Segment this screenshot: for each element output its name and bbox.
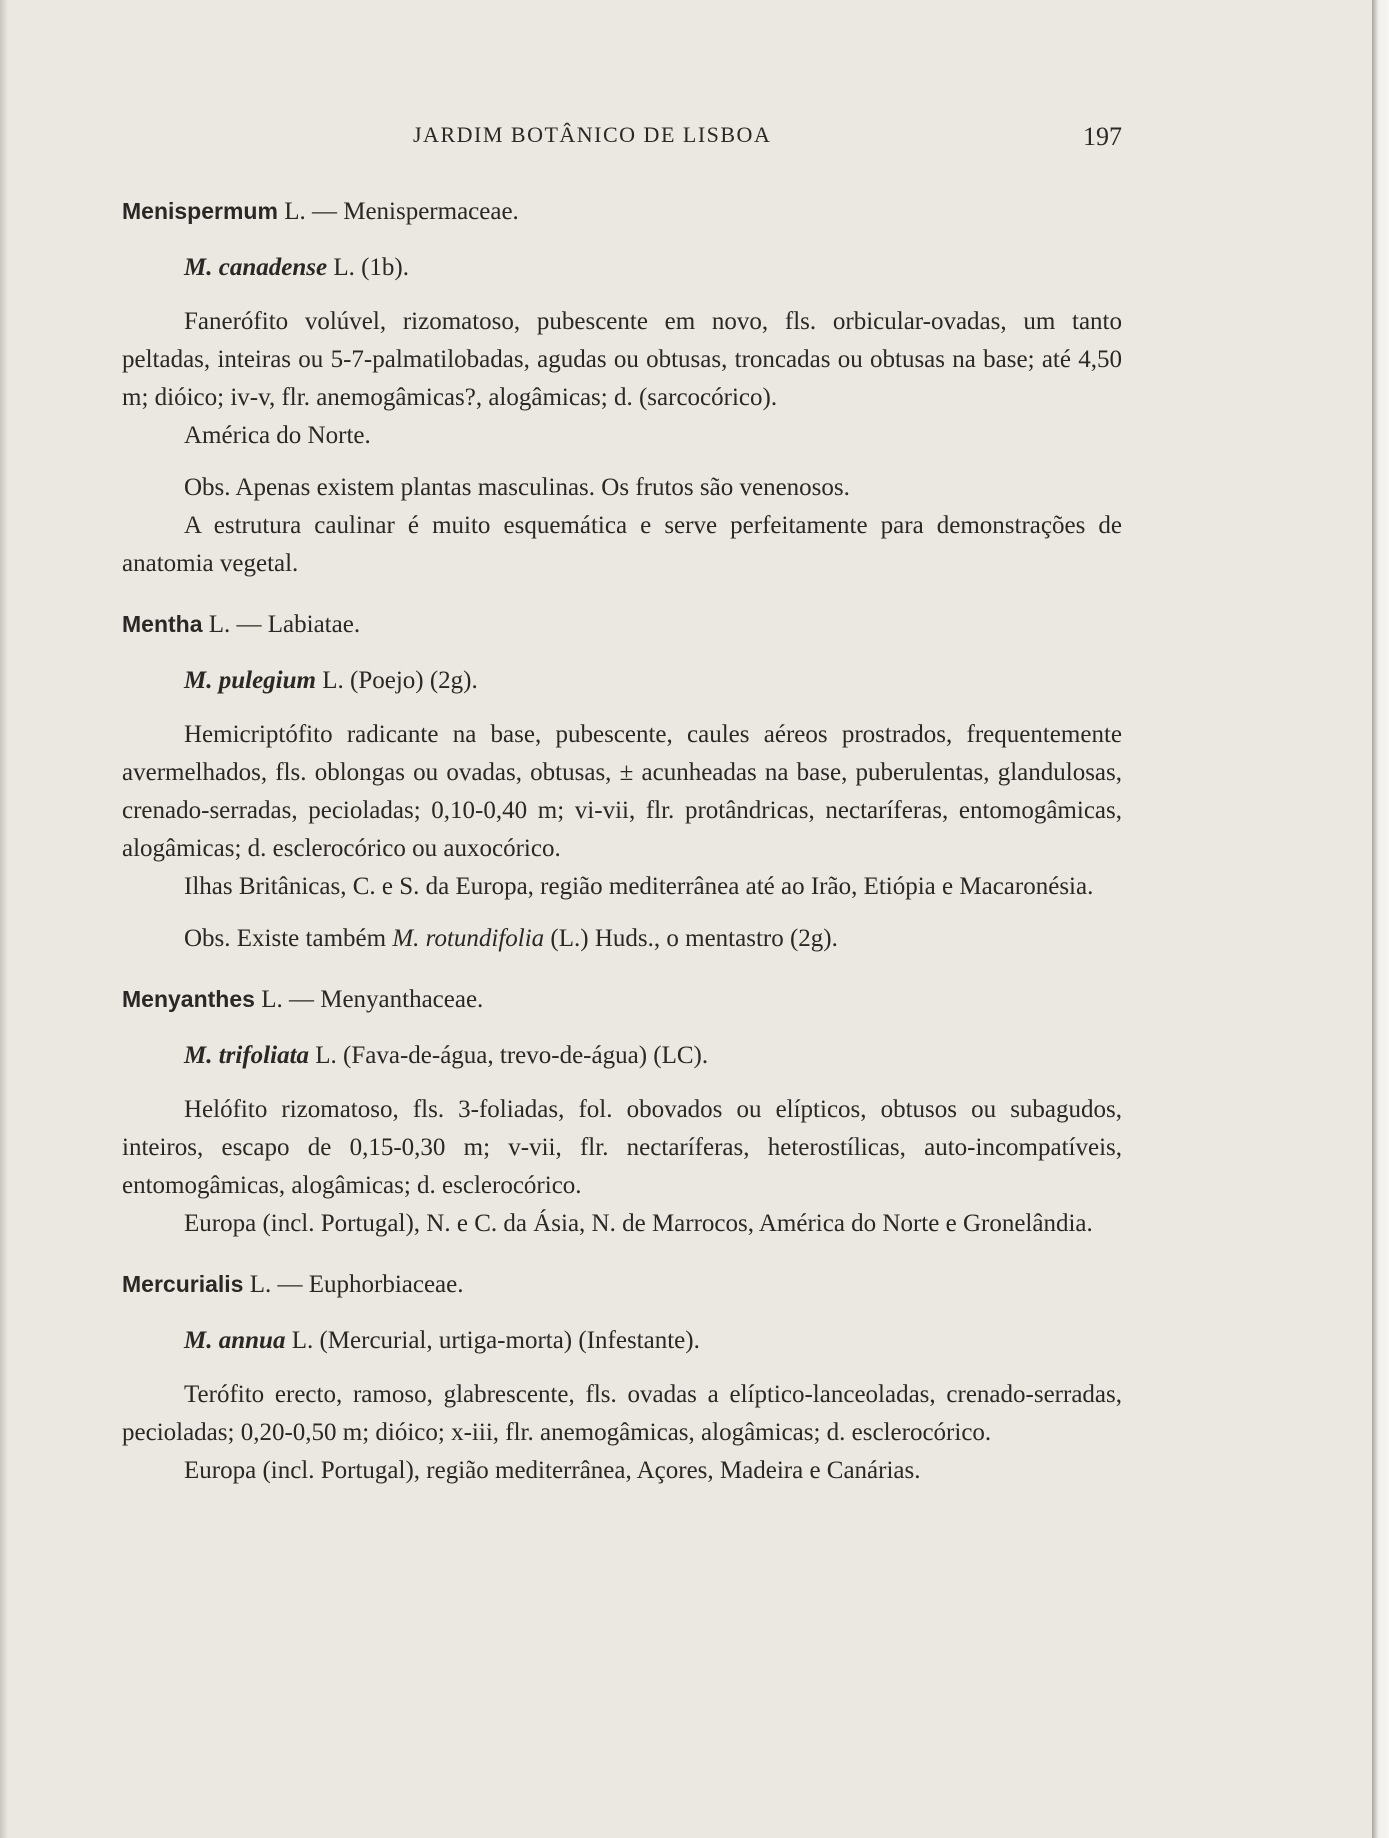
- species-name: M. pulegium: [184, 667, 316, 694]
- header-title: JARDIM BOTÂNICO DE LISBOA: [413, 122, 772, 147]
- species-common: L. (1b).: [333, 254, 409, 281]
- genus-heading: [122, 192, 1122, 231]
- species-block: [122, 303, 1122, 455]
- species-name: M. trifoliata: [184, 1042, 310, 1069]
- species-distribution: América do Norte.: [184, 422, 371, 449]
- page-number: 197: [1083, 122, 1122, 151]
- species-distribution: Ilhas Britânicas, C. e S. da Europa, região mediterrânea até ao Irão, Etiópia e Macaronésia.: [184, 873, 1094, 900]
- species-heading: [184, 1037, 1122, 1075]
- observation-species: M. rotundifolia: [392, 925, 545, 952]
- genus-family: L. — Menispermaceae.: [284, 198, 519, 225]
- species-block: [122, 1091, 1122, 1243]
- observation-block: [122, 920, 1122, 958]
- species-description: Hemicriptófito radicante na base, pubescente, caules aéreos prostrados, frequentemente avermelhados, fls. oblongas ou ovadas, obtusas, ± acunheadas na base, puberulentas, glandulosas, crenado-serradas, pecioladas; 0,10-0,40 m; vi-vii, flr. protândricas, nectaríferas, entomogâmicas, alogâmicas; d. esclerocórico ou auxocórico.: [122, 721, 1122, 862]
- genus-family: L. — Euphorbiaceae.: [249, 1271, 464, 1298]
- observation-text: [122, 920, 1122, 958]
- observation-block: [122, 469, 1122, 583]
- species-heading: [184, 662, 1122, 700]
- species-block: [122, 1376, 1122, 1490]
- species-distribution: Europa (incl. Portugal), região mediterrânea, Açores, Madeira e Canárias.: [184, 1457, 921, 1484]
- species-name: M. annua: [184, 1327, 286, 1354]
- page-body: [122, 192, 1122, 1504]
- genus-name: Menyanthes: [122, 986, 255, 1012]
- species-description: Helófito rizomatoso, fls. 3-foliadas, fol. obovados ou elípticos, obtusos ou subagudos, inteiros, escapo de 0,15-0,30 m; v-vii, flr. nectaríferas, heterostílicas, auto-incompatíveis, entomogâmicas, alogâmicas; d. esclerocórico.: [122, 1096, 1122, 1199]
- species-description: Fanerófito volúvel, rizomatoso, pubescente em novo, fls. orbicular-ovadas, um tanto peltadas, inteiras ou 5-7-palmatilobadas, agudas ou obtusas, troncadas ou obtusas na base; até 4,50 m; dióico; iv-v, flr. anemogâmicas?, alogâmicas; d. (sarcocórico).: [122, 308, 1122, 411]
- observation-text: Obs. Apenas existem plantas masculinas. Os frutos são venenosos.: [184, 474, 850, 501]
- genus-name: Mentha: [122, 611, 203, 637]
- species-name: M. canadense: [184, 254, 328, 281]
- species-heading: [184, 249, 1122, 287]
- running-header: [120, 122, 1122, 154]
- genus-family: L. — Labiatae.: [208, 611, 361, 638]
- species-common: L. (Mercurial, urtiga-morta) (Infestante).: [291, 1327, 700, 1354]
- genus-name: Mercurialis: [122, 1271, 244, 1297]
- species-description: Terófito erecto, ramoso, glabrescente, fls. ovadas a elíptico-lanceoladas, crenado-serradas, pecioladas; 0,20-0,50 m; dióico; x-iii, flr. anemogâmicas, alogâmicas; d. esclerocórico.: [122, 1381, 1122, 1446]
- genus-heading: [122, 980, 1122, 1019]
- page-gutter-shadow: [0, 0, 8, 1838]
- observation-text: A estrutura caulinar é muito esquemática e serve perfeitamente para demonstrações de anatomia vegetal.: [122, 512, 1122, 577]
- species-distribution: Europa (incl. Portugal), N. e C. da Ásia, N. de Marrocos, América do Norte e Gronelândia.: [184, 1210, 1093, 1237]
- species-common: L. (Fava-de-água, trevo-de-água) (LC).: [315, 1042, 709, 1069]
- genus-family: L. — Menyanthaceae.: [261, 986, 484, 1013]
- species-common: L. (Poejo) (2g).: [322, 667, 478, 694]
- page-edge: [1372, 0, 1389, 1838]
- genus-name: Menispermum: [122, 198, 278, 224]
- observation-prefix: Obs. Existe também: [184, 925, 387, 952]
- genus-heading: [122, 1265, 1122, 1304]
- observation-suffix: (L.) Huds., o mentastro (2g).: [550, 925, 838, 952]
- species-heading: [184, 1322, 1122, 1360]
- species-block: [122, 716, 1122, 906]
- genus-heading: [122, 605, 1122, 644]
